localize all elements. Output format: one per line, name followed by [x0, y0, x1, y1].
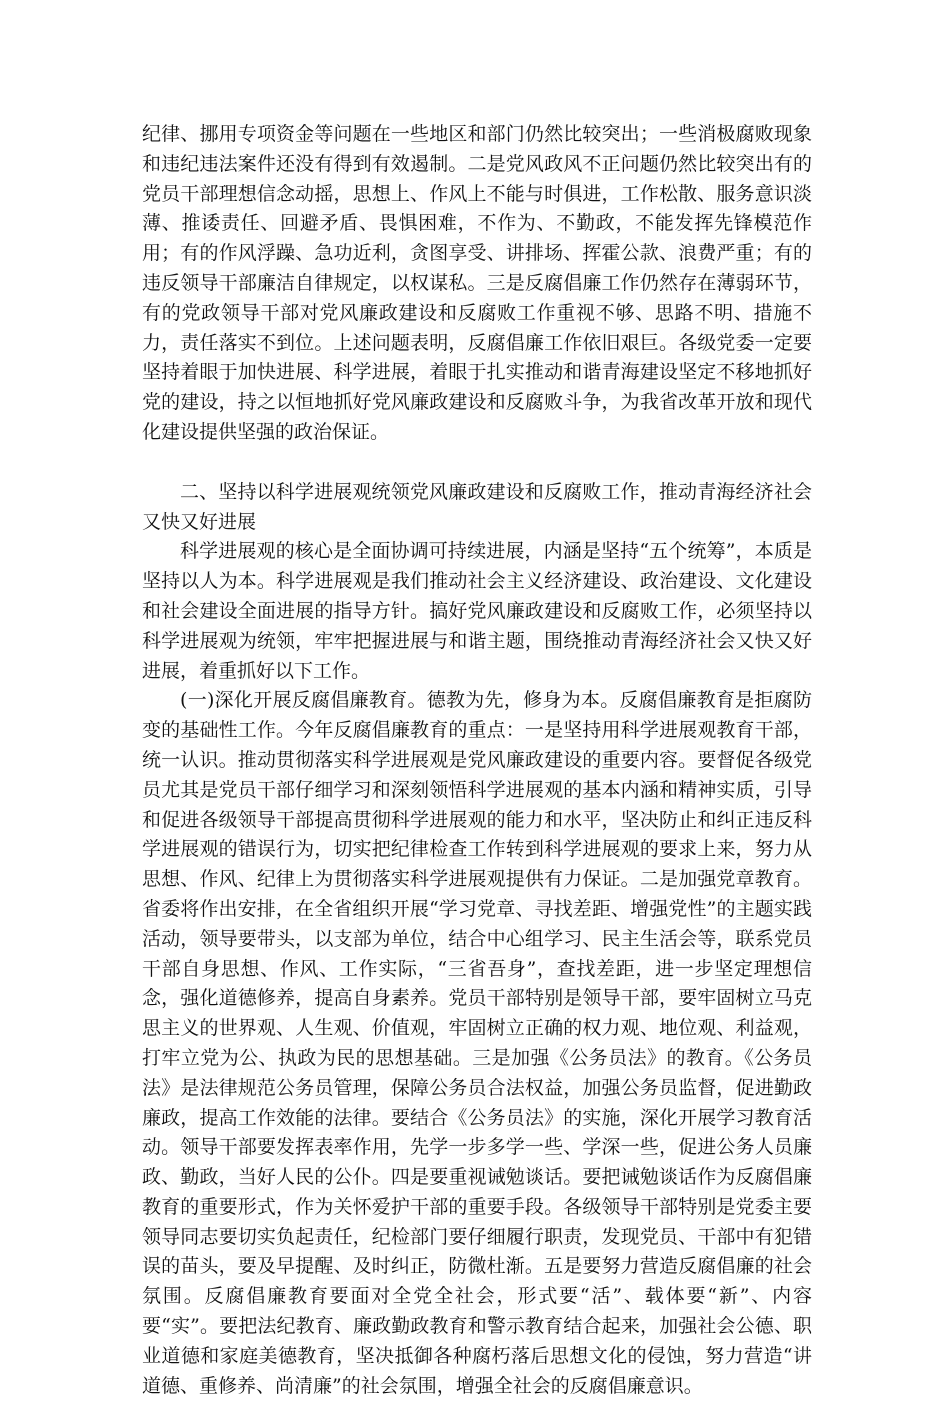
document-page	[142, 120, 812, 1401]
body-paragraph-continued: 纪律、挪用专项资金等问题在一些地区和部门仍然比较突出；一些消极腐败现象和违纪违法案件还没有得到有效遏制。二是党风政风不正问题仍然比较突出有的党员干部理想信念动摇，思想上、作风上不能与时俱进，工作松散、服务意识淡薄、推诿责任、回避矛盾、畏惧困难，不作为、不勤政，不能发挥先锋模范作用；有的作风浮躁、急功近利，贪图享受、讲排场、挥霍公款、浪费严重；有的违反领导干部廉洁自律规定，以权谋私。三是反腐倡廉工作仍然存在薄弱环节，有的党政领导干部对党风廉政建设和反腐败工作重视不够、思路不明、措施不力，责任落实不到位。上述问题表明，反腐倡廉工作依旧艰巨。各级党委一定要坚持着眼于加快进展、科学进展，着眼于扎实推动和谐青海建设坚定不移地抓好党的建设，持之以恒地抓好党风廉政建设和反腐败斗争，为我省改革开放和现代化建设提供坚强的政治保证。	[142, 123, 812, 443]
paragraph-gap	[142, 448, 812, 478]
section-heading: 二、坚持以科学进展观统领党风廉政建设和反腐败工作，推动青海经济社会又快又好进展	[142, 480, 812, 533]
body-paragraph: 科学进展观的核心是全面协调可持续进展，内涵是坚持“五个统筹”，本质是坚持以人为本。科学进展观是我们推动社会主义经济建设、政治建设、文化建设和社会建设全面进展的指导方针。搞好党风廉政建设和反腐败工作，必须坚持以科学进展观为统领，牢牢把握进展与和谐主题，围绕推动青海经济社会又快又好进展，着重抓好以下工作。	[142, 540, 812, 682]
body-paragraph: (一)深化开展反腐倡廉教育。德教为先，修身为本。反腐倡廉教育是拒腐防变的基础性工作。今年反腐倡廉教育的重点：一是坚持用科学进展观教育干部，统一认识。推动贯彻落实科学进展观是党风廉政建设的重要内容。要督促各级党员尤其是党员干部仔细学习和深刻领悟科学进展观的基本内涵和精神实质，引导和促进各级领导干部提高贯彻科学进展观的能力和水平，坚决防止和纠正违反科学进展观的错误行为，切实把纪律检查工作转到科学进展观的要求上来，努力从思想、作风、纪律上为贯彻落实科学进展观提供有力保证。二是加强党章教育。省委将作出安排，在全省组织开展“学习党章、寻找差距、增强党性”的主题实践活动，领导要带头，以支部为单位，结合中心组学习、民主生活会等，联系党员干部自身思想、作风、工作实际，“三省吾身”，查找差距，进一步坚定理想信念，强化道德修养，提高自身素养。党员干部特别是领导干部，要牢固树立马克思主义的世界观、人生观、价值观，牢固树立正确的权力观、地位观、利益观，打牢立党为公、执政为民的思想基础。三是加强《公务员法》的教育。《公务员法》是法律规范公务员管理，保障公务员合法权益，加强公务员监督，促进勤政廉政，提高工作效能的法律。要结合《公务员法》的实施，深化开展学习教育活动。领导干部要发挥表率作用，先学一步多学一些、学深一些，促进公务人员廉政、勤政，当好人民的公仆。四是要重视诫勉谈话。要把诫勉谈话作为反腐倡廉教育的重要形式，作为关怀爱护干部的重要手段。各级领导干部特别是党委主要领导同志要切实负起责任，纪检部门要仔细履行职责，发现党员、干部中有犯错误的苗头，要及早提醒、及时纠正，防微杜渐。五是要努力营造反腐倡廉的社会氛围。反腐倡廉教育要面对全党全社会，形式要“活”、载体要“新”、内容要“实”。要把法纪教育、廉政勤政教育和警示教育结合起来，加强社会公德、职业道德和家庭美德教育，坚决抵御各种腐朽落后思想文化的侵蚀，努力营造“讲道德、重修养、尚清廉”的社会氛围，增强全社会的反腐倡廉意识。	[142, 689, 812, 1397]
